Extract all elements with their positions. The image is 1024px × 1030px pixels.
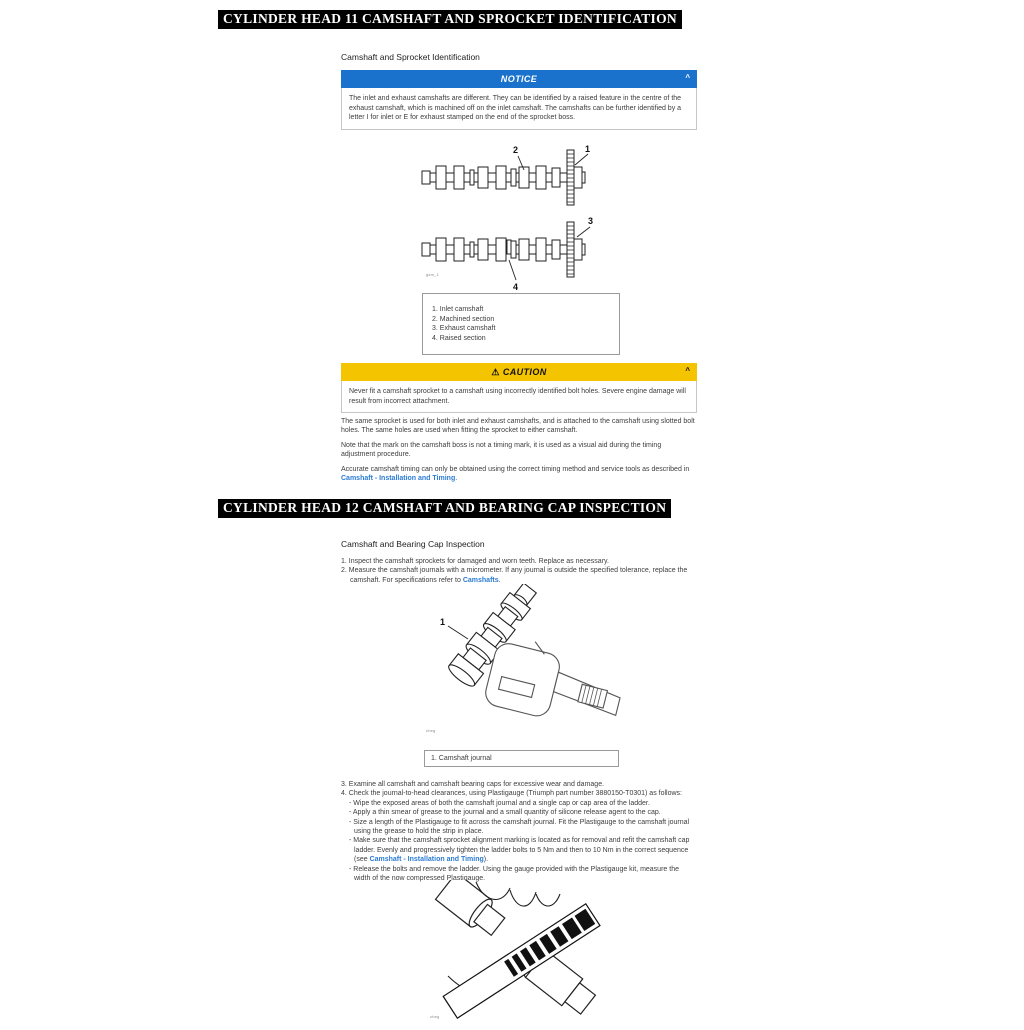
caution-banner[interactable] <box>341 363 697 381</box>
callout-exhaust-camshaft: 3 <box>588 216 594 226</box>
substep-size-plastigauge: - Size a length of the Plastigauge to fit across the camshaft journal. Fit the Plastigauge to the camshaft journal using the grease to hold the strip in place. <box>349 818 690 836</box>
camshaft-installation-timing-link[interactable]: Camshaft - Installation and Timing <box>369 856 484 864</box>
substep-release-measure: - Release the bolts and remove the ladder. Using the gauge provided with the Plastigauge kit, measure the width of the now compressed Plastigauge. <box>349 865 679 883</box>
collapse-chevron-icon[interactable]: ^ <box>685 73 690 82</box>
substep-wipe: - Wipe the exposed areas of both the camshaft journal and a single cap or cap area of the ladder. <box>349 799 650 807</box>
inspection-steps-3-4 <box>341 780 697 883</box>
legend-item: 1. Inlet camshaft <box>432 306 484 313</box>
substep-grease: - Apply a thin smear of grease to the journal and a small quantity of silicone release agent to the cap. <box>349 809 661 817</box>
collapse-chevron-icon[interactable]: ^ <box>685 366 690 375</box>
camshaft-installation-timing-link[interactable]: Camshaft - Installation and Timing <box>341 475 456 483</box>
notice-body: The inlet and exhaust camshafts are different. They can be identified by a raised feature in the centre of the exhaust camshaft, which is machined off on the inlet camshaft. The camshafts can be further identified by a letter I for inlet or E for exhaust stamped on the end of the sprocket boss. <box>341 88 697 130</box>
legend-item: 4. Raised section <box>432 334 486 342</box>
camshaft-identification-figure <box>412 140 644 292</box>
camshaft-journal-measurement-figure <box>412 584 642 744</box>
caution-body: Never fit a camshaft sprocket to a camshaft using incorrectly identified bolt holes. Severe engine damage will result from incorrect attachment. <box>341 381 697 413</box>
section2-subtitle: Camshaft and Bearing Cap Inspection <box>341 539 485 549</box>
notice-label: NOTICE <box>500 74 538 84</box>
caution-panel <box>341 363 697 413</box>
legend-item: 3. Exhaust camshaft <box>432 325 496 333</box>
paragraph-accurate-timing: Accurate camshaft timing can only be obtained using the correct timing method and service tools as described in Camshaft - Installation and Timing. <box>341 465 690 483</box>
figure3-code: cheg <box>430 1014 440 1019</box>
substep-tighten-ladder: - Make sure that the camshaft sprocket alignment marking is located as for removal and refit the camshaft cap ladder. Evenly and progressively tighten the ladder bolts to 5 Nm and then to 10 Nm in the correct sequence (see Camshaft - Installation and Timing). <box>349 837 690 864</box>
section1-paragraphs <box>341 417 697 488</box>
callout-machined-section: 2 <box>513 145 519 155</box>
callout-inlet-camshaft: 1 <box>585 144 591 154</box>
section1-subtitle: Camshaft and Sprocket Identification <box>341 52 480 62</box>
step-inspect-sprockets: 1. Inspect the camshaft sprockets for damaged and worn teeth. Replace as necessary. <box>341 558 609 565</box>
caution-label: CAUTION <box>502 366 547 377</box>
figure1-legend-box <box>422 293 620 355</box>
figure2-code: cheg <box>426 728 436 733</box>
camshafts-link[interactable]: Camshafts <box>462 576 499 584</box>
figure2-caption-box: 1. Camshaft journal <box>424 750 619 767</box>
notice-panel <box>341 70 697 130</box>
step-measure-journals: 2. Measure the camshaft journals with a micrometer. If any journal is outside the specified tolerance, replace the camshaft. For specifications refer to Camshafts. <box>341 567 688 584</box>
step-check-clearances: 4. Check the journal-to-head clearances, using Plastigauge (Triumph part number 3880150-T0301) as follows: <box>341 790 682 798</box>
legend-item: 2. Machined section <box>432 315 495 323</box>
section-header-cylinder-head-12: CYLINDER HEAD 12 CAMSHAFT AND BEARING CAP INSPECTION <box>218 499 671 518</box>
step-examine-caps: 3. Examine all camshaft and camshaft bearing caps for excessive wear and damage. <box>341 781 605 788</box>
warning-triangle-icon: ⚠ <box>491 366 500 377</box>
paragraph-timing-mark-note: Note that the mark on the camshaft boss is not a timing mark, it is used as a visual aid during the timing adjustment procedure. <box>341 441 662 459</box>
notice-banner[interactable] <box>341 70 697 88</box>
callout-raised-section: 4 <box>513 282 519 292</box>
section-header-cylinder-head-11: CYLINDER HEAD 11 CAMSHAFT AND SPROCKET IDENTIFICATION <box>218 10 682 29</box>
figure1-code: gsm_1 <box>426 272 440 277</box>
plastigauge-measurement-figure <box>418 880 646 1030</box>
callout-camshaft-journal: 1 <box>440 617 446 627</box>
paragraph-sprocket-use: The same sprocket is used for both inlet and exhaust camshafts, and is attached to the camshaft using slotted bolt holes. The same holes are used when fitting the sprocket to either camshaft. <box>341 418 695 435</box>
inspection-steps-1-2 <box>341 557 697 585</box>
